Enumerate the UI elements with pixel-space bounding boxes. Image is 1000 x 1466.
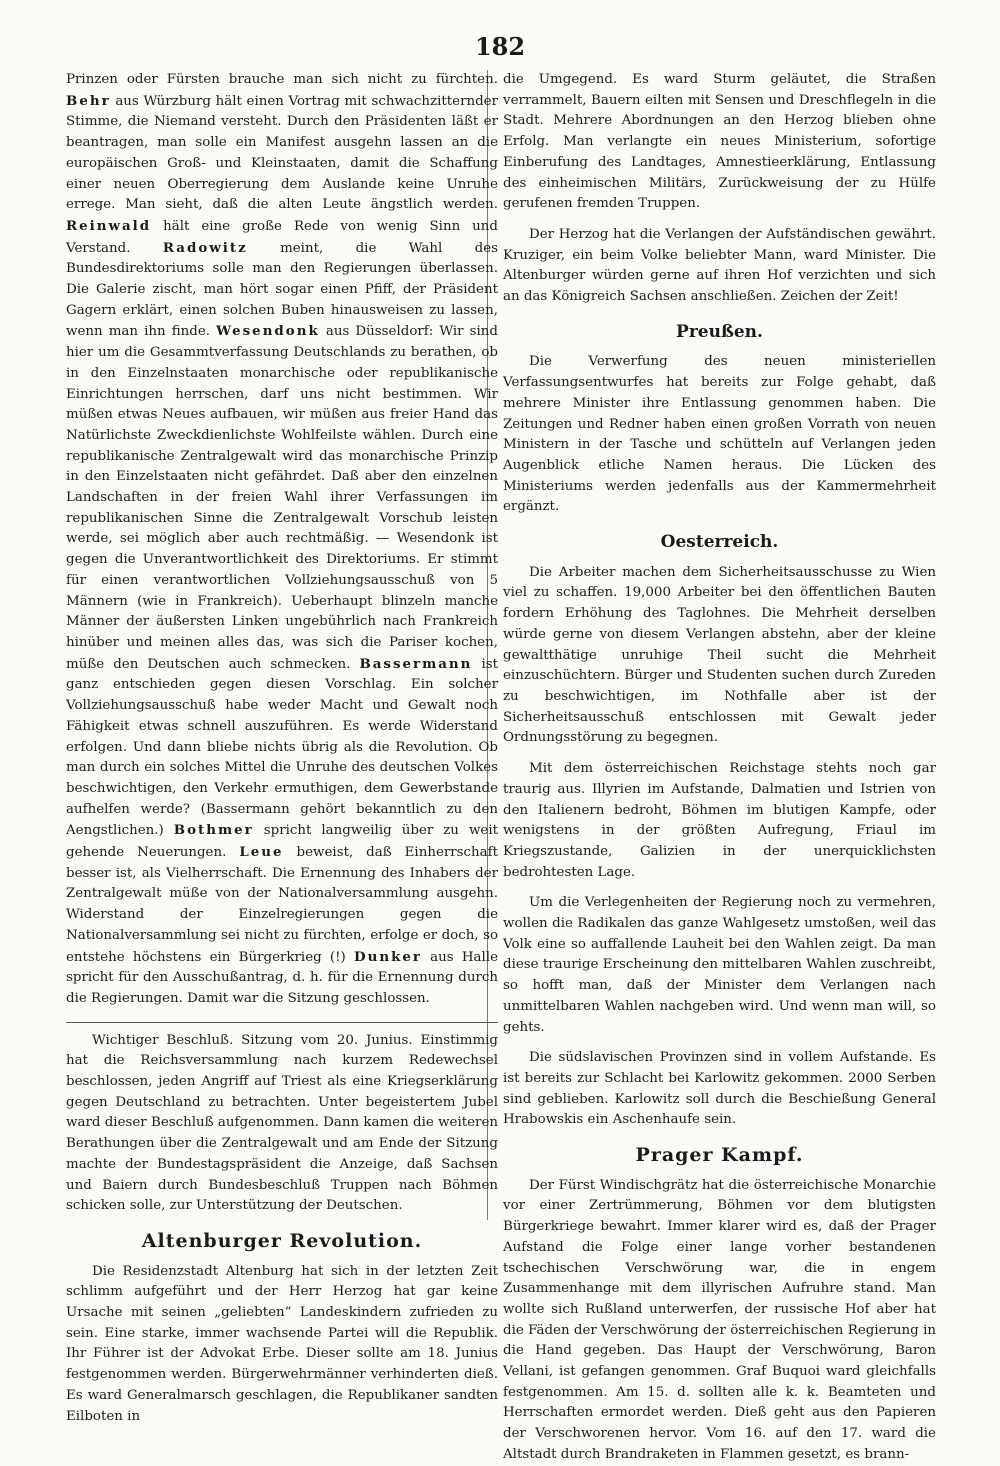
speaker-name: Radowitz	[162, 239, 248, 256]
text: aus Düsseldorf: Wir sind hier um die Gesammtverfassung Deutschlands zu berathen, ob in den Einzelnstaaten monarchische oder republikanische Einrichtungen herrschen, darf uns nicht bestimmen. Wir müßen etwas Neues aufbauen, wir müßen aus freier Hand das Natürlichste Zweckdienlichste Wohlfeilste wählen. Durch eine republikanische Zentralgewalt wird das monarchische Prinzip in den Einzelstaaten nicht gefährdet. Daß aber den einzelnen Landschaften in der freien Wahl ihrer Verfassungen im republikanischen Sinne die Zentralgewalt Vorschub leisten werde, sei möglich aber auch rechtmäßig. — Wesendonk ist gegen die Unverantwortlichkeit des Direktoriums. Er stimmt für einen verantwortlichen Vollziehungsausschuß von 5 Männern (wie in Frankreich). Ueberhaupt blinzeln manche Männer der äußersten Linken ungebührlich nach Frankreich hinüber und meinen alles das, was sich die Pariser kochen, müße den Deutschen auch schmecken.	[66, 324, 498, 672]
speaker-name: Leue	[239, 844, 284, 861]
text: meint, die Wahl des Bundesdirektoriums solle man den Regierungen überlassen. Die Galerie zischt, man hört sogar einen Pfiff, der Präsident Gagern erklärt, einen solchen Buben hinausweisen zu lassen, wenn man ihn finde.	[66, 240, 499, 340]
left-column	[66, 70, 498, 1427]
paragraph-altenburg: Die Residenzstadt Altenburg hat sich in der letzten Zeit schlimm aufgeführt und der Herr Herzog hat gar keine Ursache mit seinen „geliebten“ Landeskindern zufrieden zu sein. Eine starke, immer wachsende Partei will die Republik. Ihr Führer ist der Advokat Erbe. Dieser sollte am 18. Junius festgenommen werden. Bürgerwehrmänner verhinderten dieß. Es ward Generalmarsch geschlagen, die Republikaner sandten Eilboten in	[66, 1263, 498, 1424]
text: aus Halle spricht für den Ausschußantrag, d. h. für die Ernennung durch die Regierungen. Damit war die Sitzung geschlossen.	[66, 949, 499, 1006]
text: ist ganz entschieden gegen diesen Vorschlag. Ein solcher Vollziehungsausschuß habe weder Macht und Gewalt noch Fähigkeit etwas schnell auszuführen. Es werde Widerstand erfolgen. Und dann bliebe nichts übrig als die Revolution. Ob man durch ein solches Mittel die Unruhe des deutschen Volkes beschwichtigen, den Verkehr ermuthigen, dem Gewerbstande aufhelfen werde? (Bassermann gehört bekanntlich zu den Aengstlichen.)	[66, 656, 498, 839]
paragraph-vienna-workers: Die Arbeiter machen dem Sicherheitsausschusse zu Wien viel zu schaffen. 19,000 Arbeiter bei den öffentlichen Bauten fordern Erhöhung des Taglohnes. Die Mehrheit derselben würde gerne von diesem Verlangen abstehn, aber der kleine gewaltthätige unruhige Theil sucht die Mehrheit einzuschüchtern. Bürger und Studenten suchen durch Zureden zu beschwichtigen, im Nothfalle aber ist der Sicherheitsausschuß entschlossen mit Gewalt jeder Ordnungsstörung zu begegnen.	[503, 564, 936, 746]
paragraph-south-slav: Die südslavischen Provinzen sind in vollem Aufstande. Es ist bereits zur Schlacht bei Karlowitz gekommen. 2000 Serben sind geblieben. Karlowitz soll durch die Beschießung General Hrabowskis ein Aschenhaufe sein.	[503, 1050, 936, 1128]
heading-prager-kampf: Prager Kampf.	[635, 1144, 804, 1167]
text: aus Würzburg hält einen Vortrag mit schwachzitternder Stimme, die Niemand versteht. Durch den Präsidenten läßt er beantragen, man solle ein Manifest ausgehn lassen an die europäischen Groß- und Kleinstaaten, damit die Schaffung einer neuen Oberregierung dem Auslande keine Unruhe errege. Man sieht, daß die alten Leute ängstlich werden.	[66, 93, 498, 213]
paragraph-assembly-debate	[66, 70, 498, 1010]
paragraph-altenburg-continued: die Umgegend. Es ward Sturm geläutet, die Straßen verrammelt, Bauern eilten mit Sensen und Dreschflegeln in die Stadt. Mehrere Abordnungen an den Herzog blieben ohne Erfolg. Man verlangte ein neues Ministerium, sofortige Einberufung des Landtages, Amnestieerklärung, Entlassung des einheimischen Militärs, Zurückweisung der zu Hülfe gerufenen fremden Truppen.	[503, 72, 936, 212]
text: hält eine große Rede von wenig Sinn und Verstand.	[66, 218, 498, 256]
paragraph-prague: Der Fürst Windischgrätz hat die österreichische Monarchie vor einer Zertrümmerung, Böhmen vor dem blutigsten Bürgerkriege bewahrt. Immer klarer wird es, daß der Prager Aufstand die Folge einer lange vorher bestandenen tschechischen Verschwörung war, die in engem Zusammenhange mit dem illyrischen Aufruhre stand. Man wollte sich Rußland unterwerfen, der russische Hof aber hat die Fäden der Verschwörung der österreichischen Regierung in die Hand gegeben. Das Haupt der Verschwörung, Baron Vellani, ist gefangen genommen. Graf Buquoi ward gleichfalls festgenommen. Am 15. d. sollten alle k. k. Beamteten und Herrschaften ermordet werden. Dieß geht aus den Papieren der Verschworenen hervor. Vom 16. auf den 17. ward die Altstadt durch Brandraketen in Flammen gesetzt, es brann-	[503, 1177, 936, 1462]
text: beweist, daß Einherrschaft besser ist, als Vielherrschaft. Die Ernennung des Inhabers der Zentralgewalt müße von der Nationalversammlung ausgehn. Widerstand der Einzelregierungen gegen die Nationalversammlung sei nicht zu fürchten, erfolge er doch, so entstehe höchstens ein Bürgerkrieg (!)	[66, 845, 498, 965]
speaker-name: Bassermann	[359, 655, 473, 672]
text: spricht langweilig über zu weit gehende Neuerungen.	[66, 823, 498, 861]
paragraph-reichstag: Mit dem österreichischen Reichstage stehts noch gar traurig aus. Illyrien im Aufstande, Dalmatien und Istrien von den Italienern bedroht, Böhmen im blutigen Kampfe, oder wenigstens in der größten Aufregung, Friaul im Kriegszustande, Galizien in der unerquicklichsten bedrohtesten Lage.	[503, 761, 936, 880]
speaker-name: Behr	[66, 92, 111, 109]
section-rule	[66, 1022, 498, 1023]
right-column	[503, 70, 936, 1466]
speaker-name: Dunker	[353, 948, 422, 965]
speaker-name: Bothmer	[173, 822, 254, 839]
speaker-name: Wesendonk	[216, 323, 320, 340]
paragraph-preussen: Die Verwerfung des neuen ministeriellen Verfassungsentwurfes hat bereits zur Folge gehabt, daß mehrere Minister ihre Entlassung genommen haben. Die Zeitungen und Redner haben einen großen Vorrath von neuen Ministern in der Tasche und schütteln auf Verlangen jeden Augenblick etliche Namen heraus. Die Lücken des Ministeriums werden jedenfalls aus der Kammermehrheit ergänzt.	[503, 354, 936, 515]
speaker-name: Reinwald	[66, 217, 152, 234]
text: Prinzen oder Fürsten brauche man sich nicht zu fürchten.	[66, 72, 498, 87]
page-number: 182	[474, 32, 526, 61]
paragraph-duke: Der Herzog hat die Verlangen der Aufständischen gewährt. Kruziger, ein beim Volke beliebter Mann, ward Minister. Die Altenburger würden gerne auf ihren Hof verzichten und sich an das Königreich Sachsen anschließen. Zeichen der Zeit!	[503, 226, 936, 305]
heading-altenburger-revolution: Altenburger Revolution.	[141, 1229, 423, 1252]
heading-preussen: Preußen.	[676, 321, 763, 342]
paragraph-important-resolution: Wichtiger Beschluß. Sitzung vom 20. Junius. Einstimmig hat die Reichsversammlung nach kurzem Redewechsel beschlossen, jeden Angriff auf Triest als eine Kriegserklärung gegen Deutschland zu betrachten. Unter begeistertem Jubel ward dieser Beschluß aufgenommen. Dann kamen die weiteren Berathungen über die Zentralgewalt und am Ende der Sitzung machte der Bundestagspräsident die Anzeige, daß Sachsen und Baiern durch Bundesbeschluß Truppen nach Böhmen schicken solle, zur Unterstützung der Deutschen.	[66, 1032, 498, 1214]
paragraph-radicals: Um die Verlegenheiten der Regierung noch zu vermehren, wollen die Radikalen das ganze Wahlgesetz umstoßen, weil das Volk eine so auffallende Lauheit bei den Wahlen zeigt. Da man diese traurige Erscheinung den mittelbaren Wahlen zuschreibt, so hofft man, daß der Minister dem Verlangen nach unmittelbaren Wahlen nachgeben wird. Und wenn man will, so gehts.	[503, 895, 936, 1035]
heading-oesterreich: Oesterreich.	[660, 532, 779, 553]
